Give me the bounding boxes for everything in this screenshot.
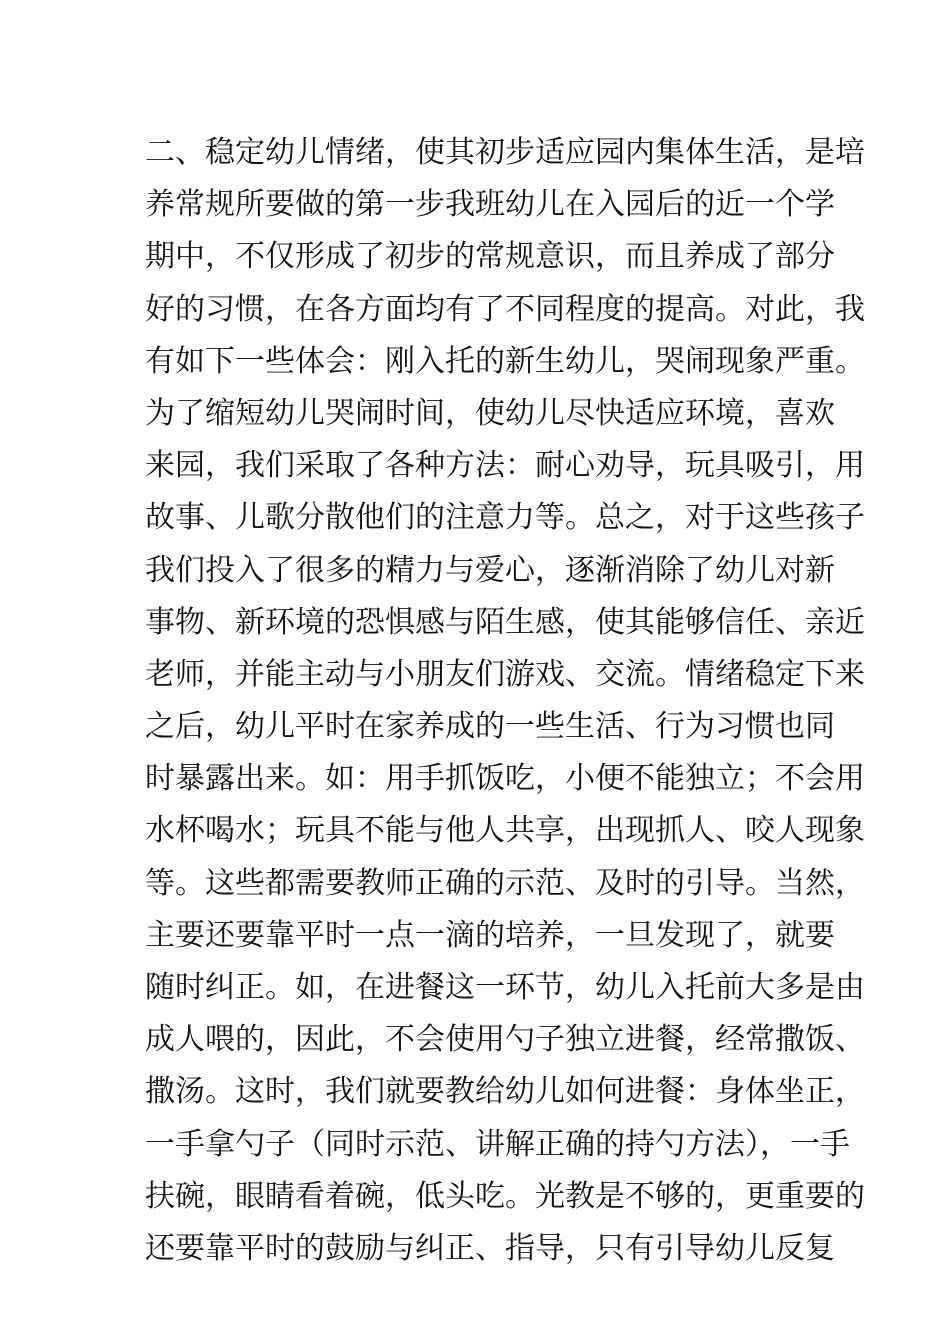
text-line: 随时纠正。如，在进餐这一环节，幼儿入托前大多是由 — [145, 970, 865, 1005]
text-line: 还要靠平时的鼓励与纠正、指导，只有引导幼儿反复 — [145, 1230, 835, 1266]
text-line: 为了缩短幼儿哭闹时间，使幼儿尽快适应环境，喜欢 — [145, 395, 835, 431]
text-line: 扶碗，眼睛看着碗，低头吃。光教是不够的，更重要的 — [145, 1178, 865, 1214]
text-line: 来园，我们采取了各种方法：耐心劝导，玩具吸引，用 — [145, 448, 865, 484]
text-line: 之后，幼儿平时在家养成的一些生活、行为习惯也同 — [145, 709, 835, 745]
text-line: 主要还要靠平时一点一滴的培养，一旦发现了，就要 — [145, 917, 835, 953]
text-line: 老师，并能主动与小朋友们游戏、交流。情绪稳定下来 — [145, 656, 865, 692]
text-line: 成人喂的，因此，不会使用勺子独立进餐，经常撒饭、 — [145, 1022, 865, 1058]
text-line: 好的习惯，在各方面均有了不同程度的提高。对此，我 — [145, 291, 865, 327]
text-line: 撒汤。这时，我们就要教给幼儿如何进餐：身体坐正， — [145, 1074, 865, 1110]
text-line: 有如下一些体会：刚入托的新生幼儿，哭闹现象严重。 — [145, 343, 865, 379]
text-line: 期中，不仅形成了初步的常规意识，而且养成了部分 — [145, 239, 835, 275]
text-line: 等。这些都需要教师正确的示范、及时的引导。当然， — [145, 865, 865, 901]
text-line: 故事、儿歌分散他们的注意力等。总之，对于这些孩子 — [145, 500, 865, 536]
body-paragraph — [145, 127, 865, 1275]
text-line: 养常规所要做的第一步我班幼儿在入园后的近一个学 — [145, 187, 835, 223]
text-line: 时暴露出来。如：用手抓饭吃，小便不能独立；不会用 — [145, 761, 865, 797]
text-line: 一手拿勺子（同时示范、讲解正确的持勺方法），一手 — [145, 1126, 850, 1162]
text-line: 事物、新环境的恐惧感与陌生感，使其能够信任、亲近 — [145, 604, 865, 640]
text-line: 二、稳定幼儿情绪，使其初步适应园内集体生活，是培 — [145, 135, 865, 170]
text-line: 我们投入了很多的精力与爱心，逐渐消除了幼儿对新 — [145, 552, 835, 588]
text-line: 水杯喝水；玩具不能与他人共享，出现抓人、咬人现象 — [145, 813, 865, 849]
